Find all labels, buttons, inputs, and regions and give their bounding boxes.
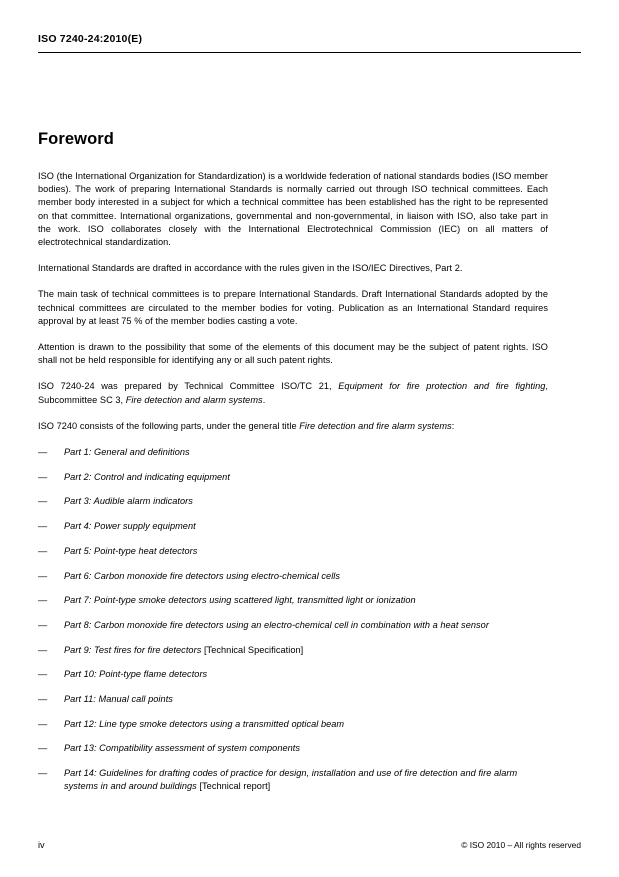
list-item <box>38 619 548 632</box>
text-run: Fire detection and alarm systems <box>125 394 263 405</box>
text-run: International Standards are drafted in accordance with the rules given in the ISO/IEC Directives, Part 2. <box>38 263 463 274</box>
part-title: Part 12: Line type smoke detectors using a transmitted optical beam <box>64 718 345 729</box>
list-item-text <box>64 742 548 755</box>
list-item <box>38 446 548 459</box>
list-dash: — <box>38 545 48 556</box>
list-dash: — <box>38 669 48 680</box>
part-note: [Technical report] <box>196 781 271 792</box>
paragraph-p4 <box>38 341 548 367</box>
paragraph-p2 <box>38 262 548 275</box>
list-item-text <box>64 446 548 459</box>
parts-list <box>38 446 548 794</box>
part-title: Part 13: Compatibility assessment of system components <box>64 743 301 754</box>
list-item <box>38 594 548 607</box>
part-title: Part 10: Point-type flame detectors <box>64 669 208 680</box>
list-item <box>38 742 548 755</box>
part-title: Part 9: Test fires for fire detectors <box>64 644 202 655</box>
list-item <box>38 520 548 533</box>
text-run: Fire detection and fire alarm systems <box>299 420 452 431</box>
paragraph-p1 <box>38 170 548 249</box>
document-content <box>38 130 548 805</box>
footer-copyright: © ISO 2010 – All rights reserved <box>461 840 581 850</box>
list-dash: — <box>38 743 48 754</box>
text-run: The main task of technical committees is to prepare International Standards. Draft International Standards adopted by the technical committees are circulated to the member bodies for voting. Publication as an International Standard requires approval by at least 75 % of the member bodies casting a vote. <box>38 289 548 326</box>
list-item-text <box>64 495 548 508</box>
paragraph-p5 <box>38 380 548 406</box>
list-item <box>38 570 548 583</box>
text-run: ISO (the International Organization for Standardization) is a worldwide federation of national standards bodies (ISO member bodies). The work of preparing International Standards is normally carried out through ISO technical committees. Each member body interested in a subject for which a technical committee has been established has the right to be represented on that committee. International organizations, governmental and non-governmental, in liaison with ISO, also take part in the work. ISO collaborates closely with the International Electrotechnical Commission (IEC) on all matters of electrotechnical standardization. <box>38 171 548 248</box>
part-title: Part 7: Point-type smoke detectors using scattered light, transmitted light or ionization <box>64 595 416 606</box>
list-item <box>38 644 548 657</box>
list-item-text <box>64 471 548 484</box>
list-item <box>38 718 548 731</box>
text-run: ISO 7240-24 was prepared by Technical Committee ISO/TC 21, <box>38 381 339 392</box>
text-run: , Subcommittee SC 3, <box>38 381 548 405</box>
page-title: Foreword <box>38 130 114 148</box>
list-dash: — <box>38 644 48 655</box>
part-title: Part 8: Carbon monoxide fire detectors using an electro-chemical cell in combination with a heat sensor <box>64 619 489 630</box>
text-run: Equipment for fire protection and fire fighting <box>338 381 546 392</box>
list-item-text <box>64 668 548 681</box>
part-title: Part 14: Guidelines for drafting codes of practice for design, installation and use of fire detection and fire alarm systems in and around buildings <box>64 768 518 792</box>
list-dash: — <box>38 570 48 581</box>
list-item-text <box>64 644 548 657</box>
list-dash: — <box>38 768 48 779</box>
list-item-text <box>64 545 548 558</box>
list-dash: — <box>38 447 48 458</box>
header-divider <box>38 52 581 53</box>
list-item-text <box>64 520 548 533</box>
text-run: : <box>451 420 455 431</box>
paragraph-p3 <box>38 288 548 328</box>
list-dash: — <box>38 718 48 729</box>
list-item <box>38 471 548 484</box>
paragraph-p6 <box>38 420 548 433</box>
part-note: [Technical Specification] <box>201 644 304 655</box>
list-dash: — <box>38 471 48 482</box>
text-run: Attention is drawn to the possibility that some of the elements of this document may be the subject of patent rights. ISO shall not be held responsible for identifying any or all such patent rights. <box>38 342 548 366</box>
list-dash: — <box>38 694 48 705</box>
text-run: ISO 7240 consists of the following parts, under the general title <box>38 420 300 431</box>
part-title: Part 5: Point-type heat detectors <box>64 545 198 556</box>
footer-page-number: iv <box>38 840 45 850</box>
part-title: Part 2: Control and indicating equipment <box>64 471 230 482</box>
part-title: Part 11: Manual call points <box>64 694 173 705</box>
part-title: Part 6: Carbon monoxide fire detectors using electro-chemical cells <box>64 570 341 581</box>
list-item-text <box>64 619 548 632</box>
list-item <box>38 545 548 558</box>
list-item-text <box>64 767 548 793</box>
list-item <box>38 693 548 706</box>
list-item <box>38 495 548 508</box>
text-run: . <box>262 394 266 405</box>
page-header-standard-ref: ISO 7240-24:2010(E) <box>38 33 143 45</box>
list-item <box>38 668 548 681</box>
list-item-text <box>64 594 548 607</box>
list-dash: — <box>38 595 48 606</box>
list-dash: — <box>38 619 48 630</box>
list-item-text <box>64 570 548 583</box>
list-item <box>38 767 548 793</box>
list-dash: — <box>38 521 48 532</box>
list-item-text <box>64 718 548 731</box>
foreword-paragraphs <box>38 170 548 433</box>
part-title: Part 4: Power supply equipment <box>64 521 196 532</box>
list-item-text <box>64 693 548 706</box>
part-title: Part 3: Audible alarm indicators <box>64 496 193 507</box>
part-title: Part 1: General and definitions <box>64 447 190 458</box>
list-dash: — <box>38 496 48 507</box>
